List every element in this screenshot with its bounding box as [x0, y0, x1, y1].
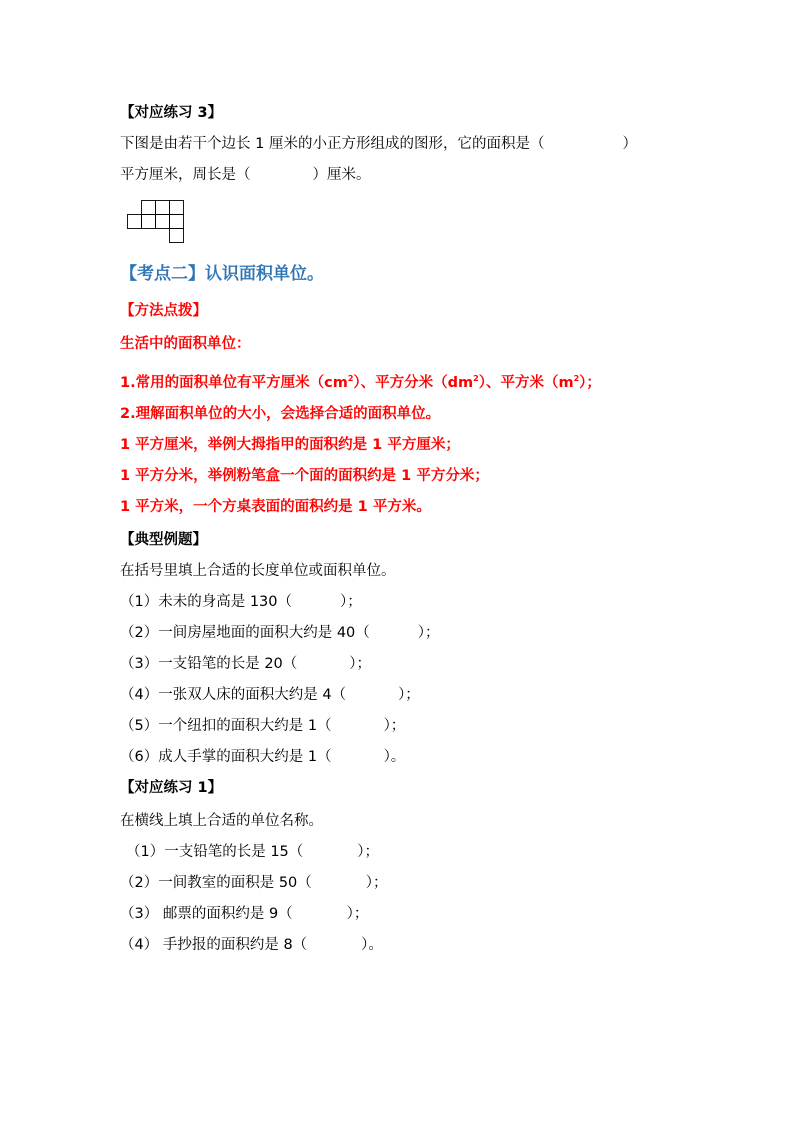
example-heading: 【典型例题】 — [120, 532, 207, 548]
superscript: 2 — [473, 374, 479, 383]
close-paren: ）； — [357, 844, 380, 860]
grid-square — [170, 201, 184, 215]
unit-text: ）、平方分米（dm — [353, 375, 474, 391]
grid-square — [142, 201, 156, 215]
unit-text: 1.常用的面积单位有平方厘米（cm — [120, 375, 348, 391]
question-text: （2）一间教室的面积是 50（ — [120, 875, 312, 891]
unit-text: ）、平方米（m — [478, 375, 574, 391]
example-prompt: 在括号里填上合适的长度单位或面积单位。 — [120, 563, 396, 579]
grid-square — [156, 201, 170, 215]
grid-square — [170, 229, 184, 243]
practice1-item — [120, 935, 383, 955]
square-grid-drawing — [127, 200, 187, 245]
method-heading: 【方法点拨】 — [120, 303, 207, 319]
question-text: （5）一个纽扣的面积大约是 1（ — [120, 718, 332, 734]
superscript: 2 — [573, 374, 580, 383]
close-paren: ）； — [383, 718, 406, 734]
practice1-heading: 【对应练习 1】 — [120, 780, 223, 796]
grid-square — [156, 215, 170, 229]
superscript: 2 — [347, 374, 354, 383]
practice1-item — [120, 904, 368, 924]
example-item — [120, 623, 440, 643]
question-text: ）厘米。 — [312, 167, 371, 183]
close-paren: ）； — [340, 594, 362, 610]
close-paren: ）； — [398, 687, 420, 703]
example-item — [120, 685, 420, 705]
question-text: （1）未未的身高是 130（ — [120, 594, 293, 610]
method-item-2: 2.理解面积单位的大小，会选择合适的面积单位。 — [120, 406, 441, 422]
grid-square — [128, 215, 142, 229]
unit-text: ）； — [579, 375, 601, 391]
question-text: （3）一支铅笔的长是 20（ — [120, 656, 298, 672]
question-text: （4）一张双人床的面积大约是 4（ — [120, 687, 347, 703]
grid-square — [142, 215, 156, 229]
practice3-question-line2 — [120, 165, 371, 185]
close-paren: ）； — [365, 875, 388, 891]
square-figure — [127, 200, 187, 245]
method-item-3: 1 平方厘米，举例大拇指甲的面积约是 1 平方厘米； — [120, 437, 460, 453]
method-item-5: 1 平方米，一个方桌表面的面积约是 1 平方米。 — [120, 499, 431, 515]
example-item — [120, 592, 362, 612]
grid-square — [170, 215, 184, 229]
method-item-units — [120, 369, 601, 393]
question-text: （4） 手抄报的面积约是 8（ — [120, 937, 308, 953]
section-heading: 【考点二】认识面积单位。 — [120, 264, 324, 284]
practice1-item — [120, 873, 388, 893]
close-paren: ）； — [346, 906, 369, 922]
question-text: 下图是由若干个边长 1 厘米的小正方形组成的图形，它的面积是（ — [120, 136, 545, 152]
close-paren: ）。 — [383, 749, 406, 765]
question-text: （3） 邮票的面积约是 9（ — [120, 906, 293, 922]
question-text: 平方厘米，周长是（ — [120, 167, 251, 183]
question-text: （2）一间房屋地面的面积大约是 40（ — [120, 625, 370, 641]
close-paren: ）； — [349, 656, 372, 672]
practice1-prompt: 在横线上填上合适的单位名称。 — [120, 813, 323, 829]
method-intro: 生活中的面积单位： — [120, 336, 251, 352]
question-text: （6）成人手掌的面积大约是 1（ — [120, 749, 332, 765]
practice1-item — [126, 842, 379, 862]
question-text: （1）一支铅笔的长是 15（ — [126, 844, 304, 860]
example-item — [120, 716, 405, 736]
close-paren: ）。 — [361, 937, 383, 953]
example-item — [120, 654, 371, 674]
close-paren: ） — [622, 136, 637, 152]
method-item-4: 1 平方分米，举例粉笔盒一个面的面积约是 1 平方分米； — [120, 468, 489, 484]
practice3-heading: 【对应练习 3】 — [120, 105, 223, 121]
close-paren: ）； — [417, 625, 440, 641]
practice3-question-line1 — [120, 134, 637, 154]
example-item — [120, 747, 405, 767]
